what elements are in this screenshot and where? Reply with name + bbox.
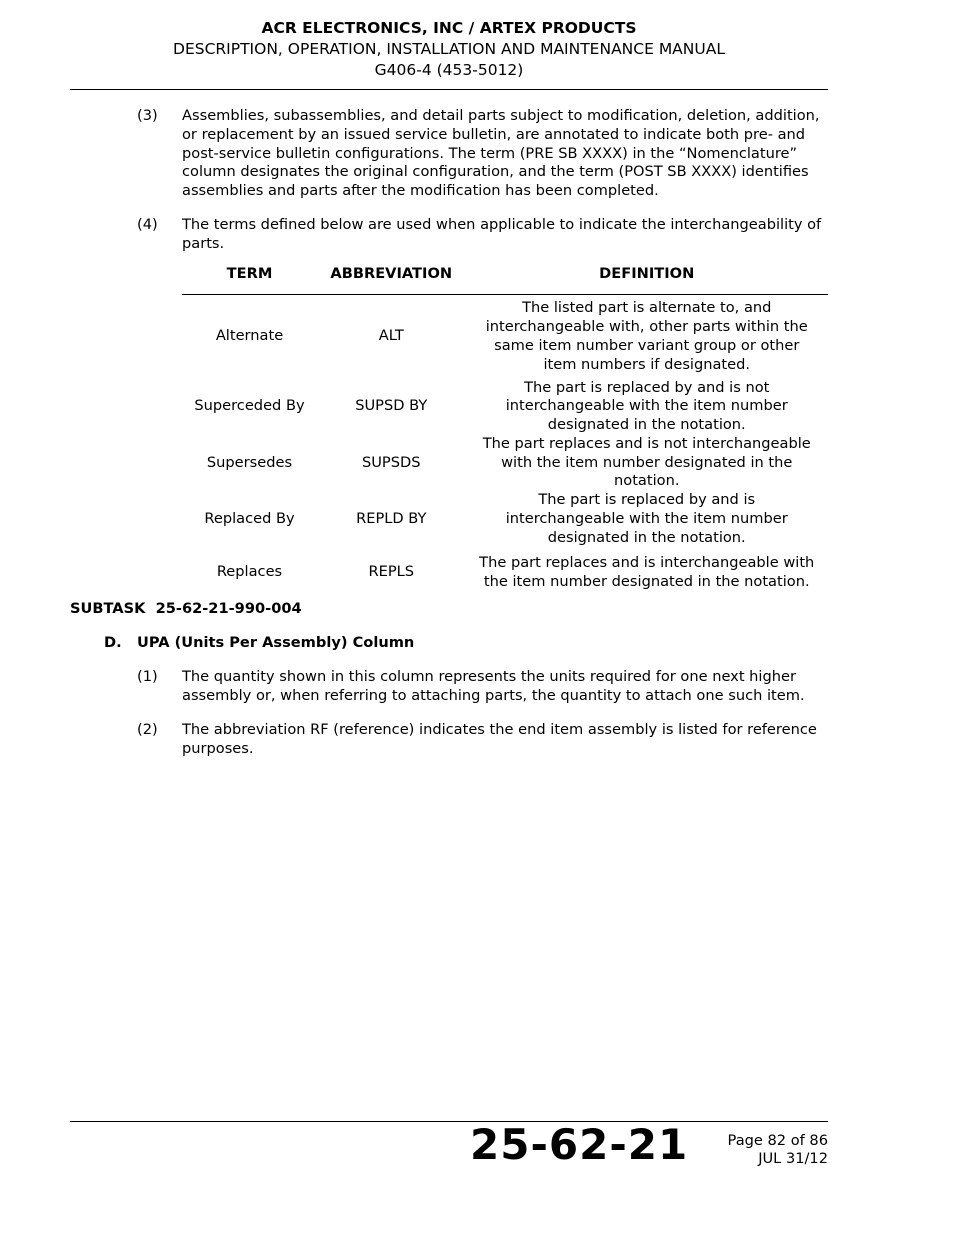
definition-cell: The part replaces and is interchangeable with the item number designated in the notation. — [479, 553, 815, 590]
term-cell: Replaces — [216, 563, 283, 581]
table-row — [182, 491, 828, 547]
paragraph-text: The quantity shown in this column represents the units required for one next higher assembly or, when referring to attaching parts, the quantity to attach one such item. — [182, 668, 805, 704]
table-row — [182, 435, 828, 491]
table-row — [182, 548, 828, 598]
revision-date: JUL 31/12 — [758, 1150, 828, 1167]
definition-cell: The part is replaced by and is not interchangeable with the item number designated in the notation. — [505, 378, 788, 434]
header-divider — [70, 89, 828, 90]
section-d-title: UPA (Units Per Assembly) Column — [137, 634, 415, 651]
model-number: G406-4 (453-5012) — [374, 61, 524, 79]
definition-cell: The part is replaced by and is interchangeable with the item number designated in the notation. — [505, 491, 788, 546]
paragraph-number: (3) — [137, 107, 158, 124]
manual-title: DESCRIPTION, OPERATION, INSTALLATION AND MAINTENANCE MANUAL — [173, 40, 725, 58]
page-number: Page 82 of 86 — [727, 1132, 828, 1149]
abbreviation-cell: REPLS — [368, 563, 415, 581]
abbreviation-cell: REPLD BY — [356, 510, 427, 528]
term-cell: Superceded By — [194, 397, 305, 415]
page-header — [70, 18, 828, 81]
abbreviation-cell: ALT — [378, 327, 404, 345]
paragraph-d2 — [137, 721, 837, 761]
footer-divider — [70, 1121, 828, 1122]
paragraph-text: Assemblies, subassemblies, and detail parts subject to modification, deletion, addition, or replacement by an issued service bulletin, are annotated to indicate both pre- and post-service bulletin configurations. The term (PRE SB XXXX) in the “Nomenclature” column designates the original configuration, and the term (POST SB XXXX) identifies assemblies and parts after the modification has been completed. — [182, 107, 820, 200]
chapter-code: 25-62-21 — [470, 1120, 689, 1169]
paragraph-4 — [137, 216, 837, 252]
company-name: ACR ELECTRONICS, INC / ARTEX PRODUCTS — [261, 19, 637, 37]
subtask-heading: SUBTASK 25-62-21-990-004 — [70, 600, 302, 617]
section-d-letter: D. — [104, 634, 122, 651]
paragraph-text: The abbreviation RF (reference) indicates the end item assembly is listed for reference purposes. — [182, 721, 817, 757]
page-info — [728, 1132, 828, 1168]
paragraph-d1 — [137, 668, 837, 708]
paragraph-number: (4) — [137, 216, 158, 233]
definition-cell: The part replaces and is not interchangeable with the item number designated in the notation. — [482, 434, 811, 490]
table-row — [182, 295, 828, 379]
paragraph-3 — [137, 107, 837, 207]
abbreviation-cell: SUPSDS — [361, 453, 421, 471]
column-header-abbreviation: ABBREVIATION — [330, 264, 453, 282]
paragraph-number: (2) — [137, 721, 158, 738]
abbreviation-cell: SUPSD BY — [355, 397, 428, 415]
term-cell: Alternate — [215, 327, 284, 345]
paragraph-text: The terms defined below are used when applicable to indicate the interchangeability of parts. — [182, 216, 822, 252]
column-header-definition: DEFINITION — [599, 264, 695, 282]
term-cell: Supersedes — [206, 453, 293, 471]
interchangeability-table — [182, 252, 828, 598]
paragraph-number: (1) — [137, 668, 158, 685]
column-header-term: TERM — [226, 264, 273, 282]
definition-cell: The listed part is alternate to, and interchangeable with, other parts within the same item number variant group or other item numbers if designated. — [485, 299, 808, 373]
table-header-row — [182, 252, 828, 295]
table-row — [182, 379, 828, 435]
term-cell: Replaced By — [204, 510, 295, 528]
